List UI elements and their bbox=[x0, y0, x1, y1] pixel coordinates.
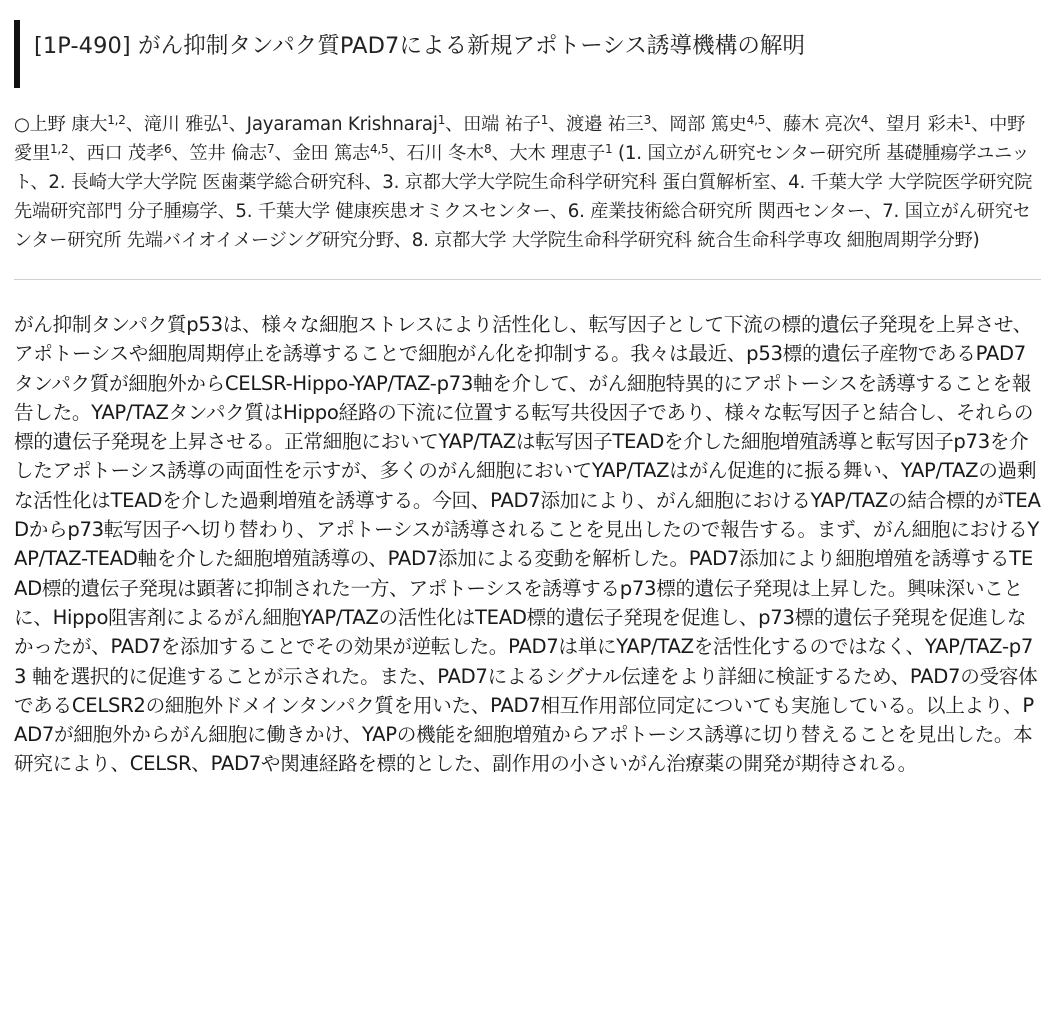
author-affiliation-marker: 8 bbox=[484, 142, 492, 156]
page-title: [1P-490] がん抑制タンパク質PAD7による新規アポトーシス誘導機構の解明 bbox=[34, 33, 806, 59]
author-affiliation-marker: 1,2 bbox=[107, 113, 126, 127]
author-affiliation-marker: 1 bbox=[540, 113, 549, 127]
author-name: 大木 理恵子 bbox=[509, 143, 605, 164]
author-name: 望月 彩未 bbox=[886, 114, 964, 135]
author-affiliation-marker: 1 bbox=[963, 113, 972, 127]
author-affiliation-marker: 1 bbox=[437, 113, 446, 127]
author-entry: 石川 冬木$^8$、 bbox=[406, 142, 510, 164]
author-name: 中野 愛里 bbox=[14, 114, 1026, 164]
author-name: 金田 篤志 bbox=[292, 143, 370, 164]
author-affiliation-marker: 7 bbox=[267, 142, 275, 156]
author-name: 渡邉 祐三 bbox=[566, 114, 644, 135]
author-name: 滝川 雅弘 bbox=[143, 114, 222, 135]
author-entry: 金田 篤志$^{4,5}$、 bbox=[292, 142, 407, 164]
author-entry: 田端 祐子$^1$、 bbox=[463, 113, 567, 135]
author-name: 石川 冬木 bbox=[406, 143, 485, 164]
author-entry: 藤木 亮次$^4$、 bbox=[783, 113, 887, 135]
author-name: 西口 茂孝 bbox=[86, 143, 165, 164]
author-entry: ○上野 康大$^{1,2}$、 bbox=[14, 113, 144, 135]
abstract-body: がん抑制タンパク質p53は、様々な細胞ストレスにより活性化し、転写因子として下流の標的遺伝子発現を上昇させ、アポトーシスや細胞周期停止を誘導することで細胞がん化を抑制する。我々は最近、p53標的遺伝子産物であるPAD7タンパク質が細胞外からCELSR-Hippo-YAP/TAZ-p73軸を介して、がん細胞特異的にアポトーシスを誘導することを報告した。YAP/TAZタンパク質はHippo経路の下流に位置する転写共役因子であり、様々な転写因子と結合し、それらの標的遺伝子発現を上昇させる。正常細胞においてYAP/TAZは転写因子TEADを介した細胞増殖誘導と転写因子p73を介したアポトーシス誘導の両面性を示すが、多くのがん細胞においてYAP/TAZはがん促進的に振る舞い、YAP/TAZの過剰な活性化はTEADを介した過剰増殖を誘導する。今回、PAD7添加により、がん細胞におけるYAP/TAZの結合標的がTEADからp73転写因子へ切り替わり、アポトーシスが誘導されることを見出したので報告する。まず、がん細胞におけるYAP/TAZ-TEAD軸を介した細胞増殖誘導の、PAD7添加による変動を解析した。PAD7添加により細胞増殖を誘導するTEAD標的遺伝子発現は顕著に抑制された一方、アポトーシスを誘導するp73標的遺伝子発現は上昇した。興味深いことに、Hippo阻害剤によるがん細胞YAP/TAZの活性化はTEAD標的遺伝子発現を促進し、p73標的遺伝子発現を促進しなかったが、PAD7を添加することでその効果が逆転した。PAD7は単にYAP/TAZを活性化するのではなく、YAP/TAZ-p73 軸を選択的に促進することが示された。また、PAD7によるシグナル伝達をより詳細に検証するため、PAD7の受容体であるCELSR2の細胞外ドメインタンパク質を用いた、PAD7相互作用部位同定についても実施している。以上より、PAD7が細胞外からがん細胞に働きかけ、YAPの機能を細胞増殖からアポトーシス誘導に切り替えることを見出した。本研究により、CELSR、PAD7や関連経路を標的とした、副作用の小さいがん治療薬の開発が期待される。 bbox=[14, 313, 1041, 776]
author-entry: 望月 彩未$^1$、 bbox=[886, 113, 990, 135]
author-name: 藤木 亮次 bbox=[783, 114, 861, 135]
author-name: Jayaraman Krishnaraj bbox=[246, 114, 438, 135]
affiliations: (1. 国立がん研究センター研究所 基礎腫瘍学ユニット、2. 長崎大学大学院 医歯薬学総合研究科、3. 京都大学大学院生命科学研究科 蛋白質解析室、4. 千葉大学 大学院医学研究院 先端研究部門 分子腫瘍学、5. 千葉大学 健康疾患オミクスセンター、6. 産業技術総合研究所 関西センター、7. 国立がん研究センター研究所 先端バイオイメージング研究分野、8. 京都大学 大学院生命科学研究科 統合生命科学専攻 細胞周期学分野) bbox=[14, 143, 1033, 251]
author-entry: 笠井 倫志$^7$、 bbox=[189, 142, 293, 164]
title-block bbox=[14, 20, 1041, 88]
author-affiliation-marker: 1,2 bbox=[49, 142, 69, 156]
title-accent-bar bbox=[14, 20, 20, 88]
author-entry: 滝川 雅弘$^1$、 bbox=[143, 113, 247, 135]
author-name: ○上野 康大 bbox=[14, 114, 108, 135]
author-name: 岡部 篤史 bbox=[669, 114, 747, 135]
abstract-page bbox=[0, 20, 1055, 1020]
author-name: 笠井 倫志 bbox=[189, 143, 267, 164]
author-affiliation-marker: 4,5 bbox=[369, 142, 389, 156]
divider bbox=[14, 279, 1041, 280]
author-entry: Jayaraman Krishnaraj$^1$、 bbox=[246, 113, 464, 135]
author-affiliation-marker: 6 bbox=[164, 142, 172, 156]
author-entry: 中野 愛里$^{1,2}$、 bbox=[14, 114, 1026, 164]
author-name: 田端 祐子 bbox=[463, 114, 541, 135]
author-affiliation-marker: 1 bbox=[604, 142, 613, 156]
author-entry: 西口 茂孝$^6$、 bbox=[86, 142, 190, 164]
author-entry: 渡邉 祐三$^3$、 bbox=[566, 113, 670, 135]
author-affiliation-marker: 4,5 bbox=[746, 113, 766, 127]
author-entry bbox=[509, 143, 618, 164]
author-affiliation-marker: 4 bbox=[860, 113, 869, 127]
author-entry: 岡部 篤史$^{4,5}$、 bbox=[669, 113, 784, 135]
author-list bbox=[14, 110, 1041, 255]
author-affiliation-marker: 1 bbox=[221, 113, 229, 127]
author-affiliation-marker: 3 bbox=[643, 113, 652, 127]
